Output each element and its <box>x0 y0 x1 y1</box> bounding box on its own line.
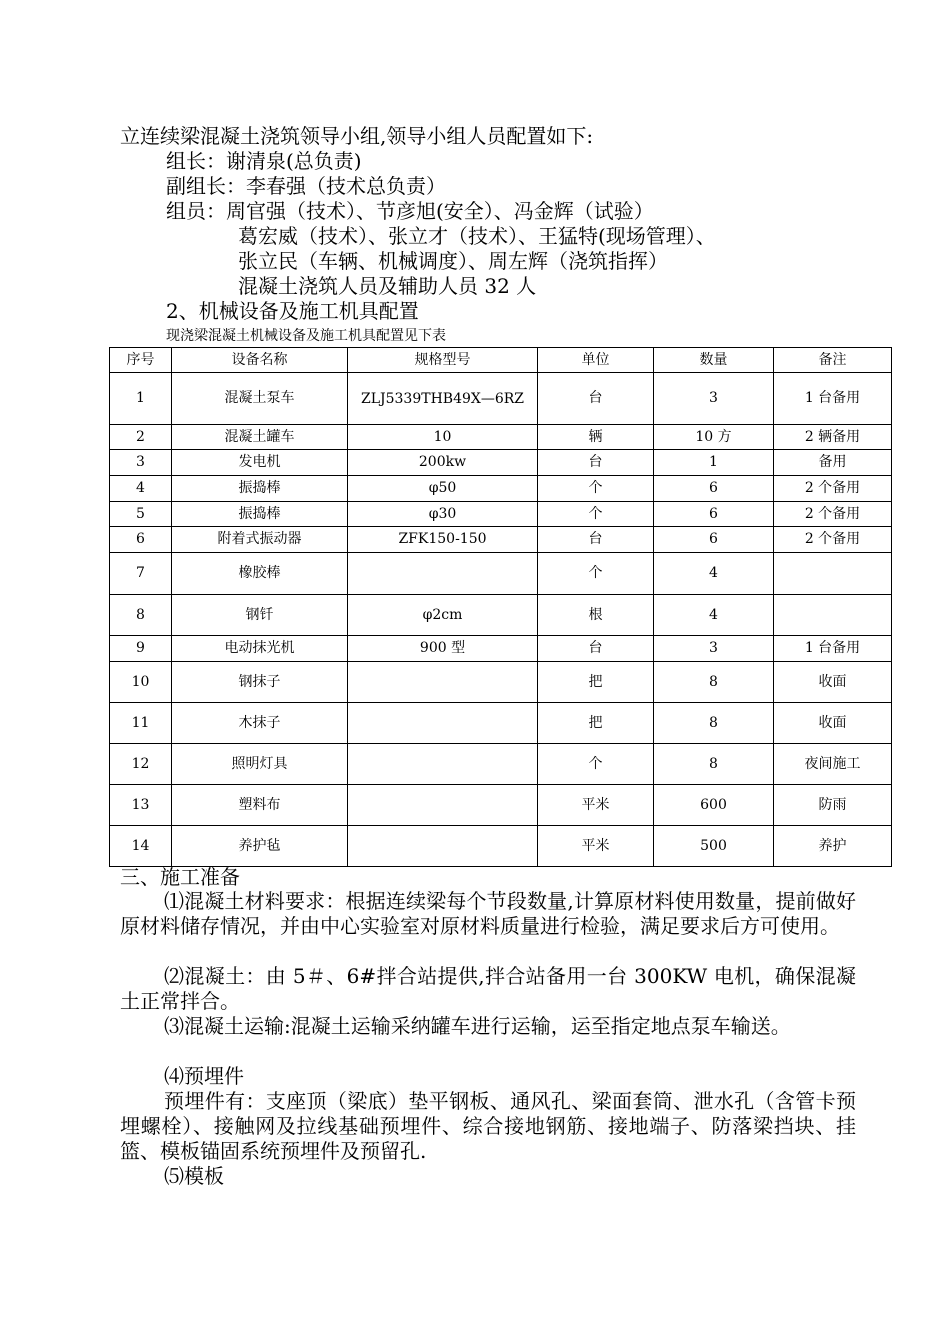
table-cell: 电动抹光机 <box>172 636 348 662</box>
header-cell: 数量 <box>654 348 774 373</box>
table-cell: 发电机 <box>172 450 348 476</box>
table-cell: 台 <box>538 636 654 662</box>
table-cell: 个 <box>538 502 654 527</box>
team-vice-leader: 副组长：李春强（技术总负责） <box>166 174 446 198</box>
subheading-formwork: ⑸模板 <box>164 1164 224 1188</box>
table-cell: 5 <box>110 502 172 527</box>
table-cell: 12 <box>110 744 172 785</box>
table-cell: 8 <box>654 703 774 744</box>
table-caption: 现浇梁混凝土机械设备及施工机具配置见下表 <box>166 328 446 344</box>
table-cell: 600 <box>654 785 774 826</box>
table-cell: ZFK150-150 <box>348 527 538 553</box>
table-row <box>110 553 892 595</box>
table-row <box>110 703 892 744</box>
table-row <box>110 785 892 826</box>
table-row <box>110 527 892 553</box>
table-cell <box>348 662 538 703</box>
table-cell: 4 <box>654 553 774 595</box>
table-cell: 台 <box>538 450 654 476</box>
table-cell: 木抹子 <box>172 703 348 744</box>
table-cell: 照明灯具 <box>172 744 348 785</box>
table-header-row <box>110 348 892 373</box>
table-cell: 11 <box>110 703 172 744</box>
table-cell: 根 <box>538 595 654 636</box>
table-cell: 台 <box>538 527 654 553</box>
table-cell: 2 个备用 <box>774 502 892 527</box>
table-cell: 个 <box>538 553 654 595</box>
table-cell: φ2cm <box>348 595 538 636</box>
table-row <box>110 636 892 662</box>
table-cell: 10 <box>110 662 172 703</box>
table-cell: 6 <box>654 527 774 553</box>
table-cell: 2 <box>110 425 172 450</box>
table-cell: 3 <box>654 636 774 662</box>
table-cell: 夜间施工 <box>774 744 892 785</box>
table-cell: 振捣棒 <box>172 476 348 502</box>
team-members-3: 张立民（车辆、机械调度）、周左辉（浇筑指挥） <box>238 249 668 273</box>
table-cell: 把 <box>538 703 654 744</box>
table-cell: 养护毡 <box>172 826 348 867</box>
table-row <box>110 595 892 636</box>
equipment-table <box>109 347 892 867</box>
header-cell: 单位 <box>538 348 654 373</box>
intro-line: 立连续梁混凝土浇筑领导小组,领导小组人员配置如下: <box>120 124 594 148</box>
table-cell: 辆 <box>538 425 654 450</box>
table-row <box>110 373 892 425</box>
table-cell: 4 <box>110 476 172 502</box>
table-cell: 200kw <box>348 450 538 476</box>
table-cell: 4 <box>654 595 774 636</box>
table-cell: 2 个备用 <box>774 527 892 553</box>
table-cell <box>774 553 892 595</box>
section-heading-equipment: 2、机械设备及施工机具配置 <box>166 299 419 323</box>
table-cell: 8 <box>110 595 172 636</box>
table-cell: 养护 <box>774 826 892 867</box>
team-members-1: 组员：周官强（技术）、节彦旭(安全）、冯金辉（试验） <box>166 199 654 223</box>
table-cell <box>348 785 538 826</box>
table-cell: 900 型 <box>348 636 538 662</box>
table-cell: ZLJ5339THB49X—6RZ <box>348 373 538 425</box>
table-cell: 10 <box>348 425 538 450</box>
table-cell <box>348 553 538 595</box>
table-cell: 平米 <box>538 826 654 867</box>
table-cell: 14 <box>110 826 172 867</box>
paragraph-materials: ⑴混凝土材料要求：根据连续梁每个节段数量,计算原材料使用数量，提前做好原材料储存情况，并由中心实验室对原材料质量进行检验，满足要求后方可使用。 <box>120 889 856 938</box>
team-members-2: 葛宏威（技术）、张立才（技术）、王猛特(现场管理）、 <box>238 224 716 248</box>
table-cell: 8 <box>654 744 774 785</box>
table-cell: 备用 <box>774 450 892 476</box>
paragraph-embedded-parts: 预埋件有：支座顶（梁底）垫平钢板、通风孔、梁面套筒、泄水孔（含管卡预埋螺栓）、接触网及拉线基础预埋件、综合接地钢筋、接地端子、防落梁挡块、挂篮、模板锚固系统预埋件及预留孔. <box>120 1089 856 1163</box>
table-cell: 3 <box>654 373 774 425</box>
table-cell: 收面 <box>774 662 892 703</box>
section-heading-preparation: 三、施工准备 <box>120 865 240 889</box>
table-row <box>110 662 892 703</box>
table-cell: 钢抹子 <box>172 662 348 703</box>
table-cell: 6 <box>110 527 172 553</box>
table-cell: 平米 <box>538 785 654 826</box>
table-cell: 1 <box>654 450 774 476</box>
table-cell <box>348 744 538 785</box>
table-row <box>110 502 892 527</box>
header-cell: 备注 <box>774 348 892 373</box>
paragraph-transport: ⑶混凝土运输:混凝土运输采纳罐车进行运输，运至指定地点泵车输送。 <box>164 1014 791 1038</box>
table-cell <box>348 826 538 867</box>
table-cell: 3 <box>110 450 172 476</box>
table-row <box>110 826 892 867</box>
table-cell: 500 <box>654 826 774 867</box>
table-cell: 1 <box>110 373 172 425</box>
table-row <box>110 450 892 476</box>
table-row <box>110 425 892 450</box>
table-cell: 附着式振动器 <box>172 527 348 553</box>
table-row <box>110 476 892 502</box>
table-cell: 橡胶棒 <box>172 553 348 595</box>
table-cell: 振捣棒 <box>172 502 348 527</box>
header-cell: 设备名称 <box>172 348 348 373</box>
table-cell: 9 <box>110 636 172 662</box>
table-cell: 7 <box>110 553 172 595</box>
table-cell: 塑料布 <box>172 785 348 826</box>
table-cell: 10 方 <box>654 425 774 450</box>
table-cell: φ50 <box>348 476 538 502</box>
table-cell: 个 <box>538 476 654 502</box>
table-cell: 6 <box>654 502 774 527</box>
table-cell: 2 个备用 <box>774 476 892 502</box>
table-cell: 8 <box>654 662 774 703</box>
table-cell: 收面 <box>774 703 892 744</box>
paragraph-concrete: ⑵混凝土：由 5＃、6#拌合站提供,拌合站备用一台 300KW 电机，确保混凝土正常拌合。 <box>120 964 856 1013</box>
table-cell: 混凝土泵车 <box>172 373 348 425</box>
table-cell: 台 <box>538 373 654 425</box>
table-cell: 混凝土罐车 <box>172 425 348 450</box>
table-cell: 个 <box>538 744 654 785</box>
header-cell: 序号 <box>110 348 172 373</box>
table-cell: 防雨 <box>774 785 892 826</box>
table-cell: 1 台备用 <box>774 636 892 662</box>
subheading-embedded-parts: ⑷预埋件 <box>164 1064 244 1088</box>
table-cell: 2 辆备用 <box>774 425 892 450</box>
table-row <box>110 744 892 785</box>
table-cell <box>774 595 892 636</box>
team-leader: 组长：谢清泉(总负责) <box>166 149 362 173</box>
table-cell: 钢钎 <box>172 595 348 636</box>
table-cell: 6 <box>654 476 774 502</box>
header-cell: 规格型号 <box>348 348 538 373</box>
table-cell <box>348 703 538 744</box>
table-cell: 13 <box>110 785 172 826</box>
table-cell: 1 台备用 <box>774 373 892 425</box>
team-members-4: 混凝土浇筑人员及辅助人员 32 人 <box>238 274 537 298</box>
table-cell: φ30 <box>348 502 538 527</box>
table-cell: 把 <box>538 662 654 703</box>
